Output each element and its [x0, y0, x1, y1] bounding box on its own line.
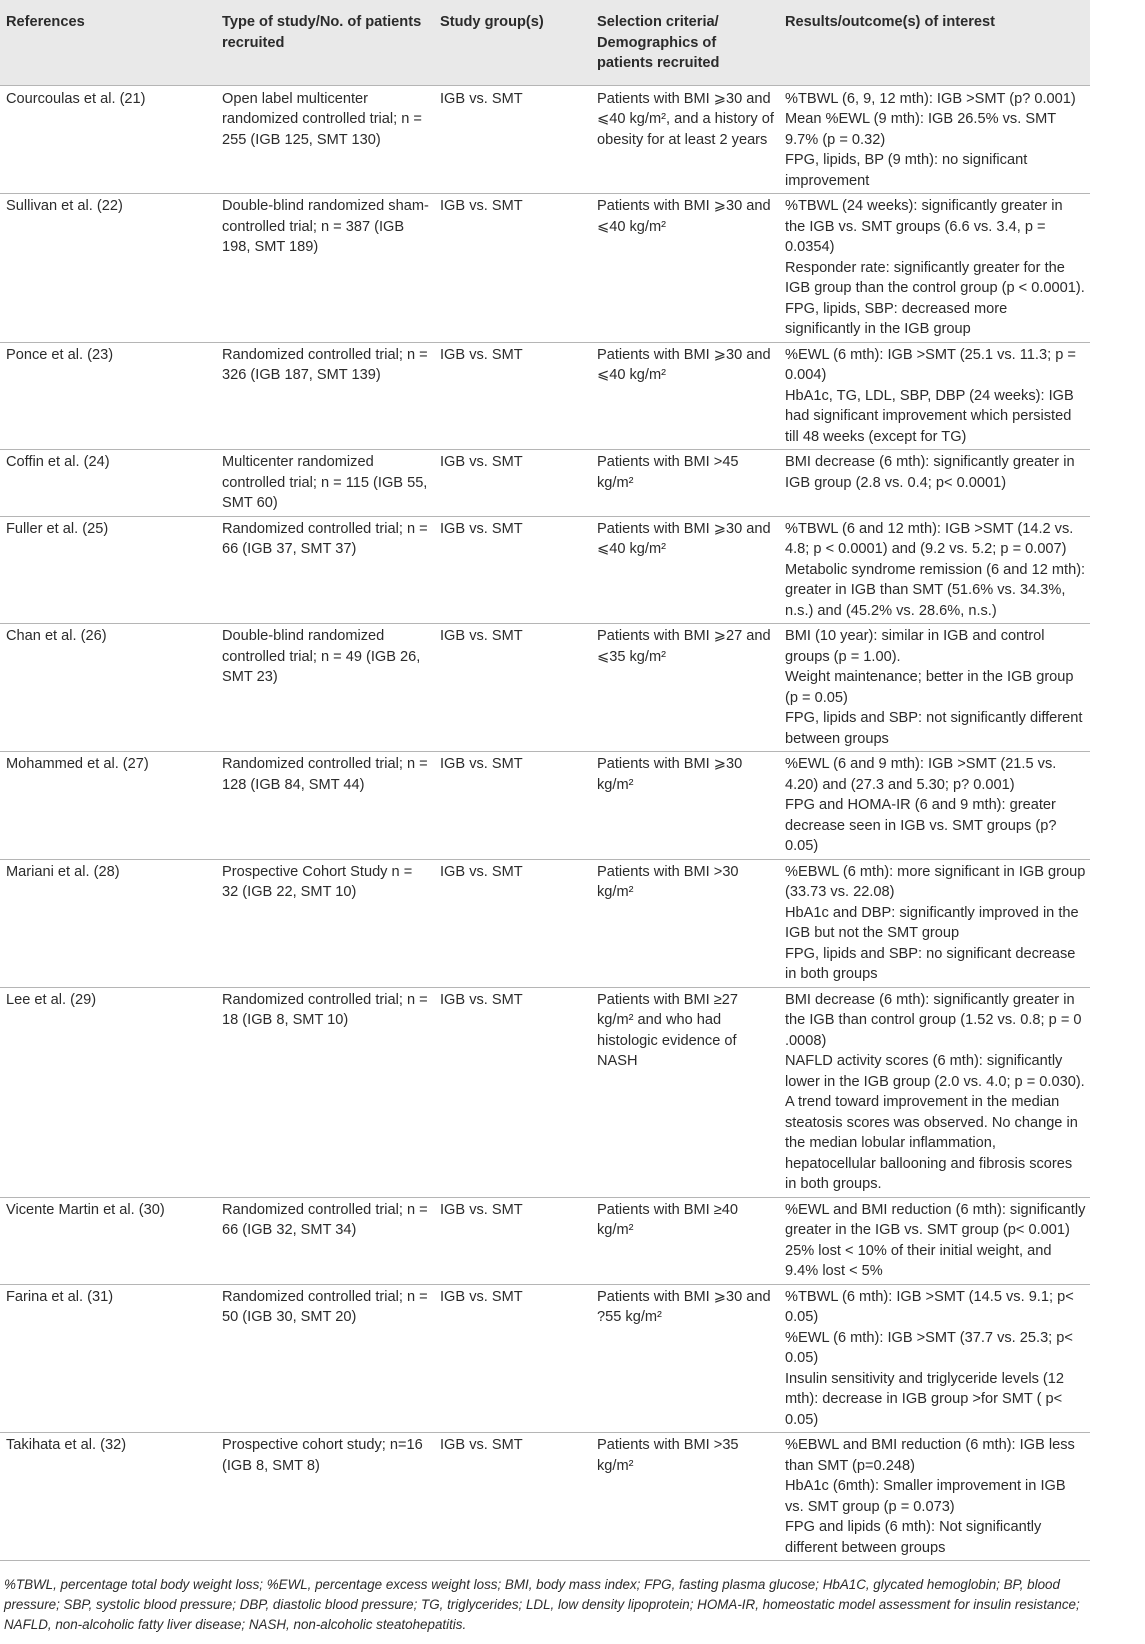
- selection-criteria-cell: Patients with BMI ⩾30 and ⩽40 kg/m²: [591, 194, 779, 343]
- results-cell: [779, 450, 1090, 517]
- table-row: [0, 85, 1090, 194]
- result-line: FPG, lipids, BP (9 mth): no significant improvement: [785, 152, 1028, 189]
- result-line: HbA1c (6mth): Smaller improvement in IGB vs. SMT group (p = 0.073): [785, 1478, 1066, 1515]
- result-line: Weight maintenance; better in the IGB group (p = 0.05): [785, 669, 1074, 706]
- result-line: FPG and lipids (6 mth): Not significantly different between groups: [785, 1519, 1042, 1556]
- table-row: [0, 194, 1090, 343]
- results-cell: [779, 1284, 1090, 1433]
- header-study-groups: Study group(s): [434, 0, 591, 85]
- table-row: [0, 859, 1090, 987]
- result-line: NAFLD activity scores (6 mth): significantly lower in the IGB group (2.0 vs. 4.0; p = 0.030).: [785, 1053, 1085, 1090]
- study-type-cell: Prospective cohort study; n=16 (IGB 8, SMT 8): [216, 1433, 434, 1561]
- table-header: [0, 0, 1090, 85]
- results-cell: [779, 859, 1090, 987]
- table-footnote: [0, 1560, 1090, 1635]
- result-line: %TBWL (24 weeks): significantly greater in the IGB vs. SMT groups (6.6 vs. 3.4, p = 0.0354): [785, 198, 1063, 255]
- results-cell: [779, 1433, 1090, 1561]
- study-type-cell: Randomized controlled trial; n = 18 (IGB 8, SMT 10): [216, 987, 434, 1197]
- table-row: [0, 624, 1090, 752]
- result-line: Metabolic syndrome remission (6 and 12 mth): greater in IGB than SMT (51.6% vs. 34.3%, n.s.) and (45.2% vs. 28.6%, n.s.): [785, 561, 1086, 619]
- result-line: %TBWL (6 mth): IGB >SMT (14.5 vs. 9.1; p< 0.05): [785, 1288, 1074, 1325]
- table-row: [0, 1284, 1090, 1433]
- result-line: %EWL and BMI reduction (6 mth): significantly greater in the IGB vs. SMT group (p< 0.001): [785, 1201, 1086, 1238]
- study-type-cell: Randomized controlled trial; n = 66 (IGB 37, SMT 37): [216, 516, 434, 624]
- study-type-cell: Multicenter randomized controlled trial; n = 115 (IGB 55, SMT 60): [216, 450, 434, 517]
- result-line: BMI decrease (6 mth): significantly greater in the IGB than control group (1.52 vs. 0.8; p = 0 .0008): [785, 991, 1082, 1049]
- selection-criteria-cell: Patients with BMI >45 kg/m²: [591, 450, 779, 517]
- study-group-cell: IGB vs. SMT: [434, 752, 591, 860]
- results-cell: [779, 987, 1090, 1197]
- result-line: HbA1c, TG, LDL, SBP, DBP (24 weeks): IGB had significant improvement which persisted till 48 weeks (except for TG): [785, 387, 1074, 445]
- reference-cell: Lee et al. (29): [0, 987, 216, 1197]
- result-line: %EWL (6 mth): IGB >SMT (25.1 vs. 11.3; p = 0.004): [785, 346, 1076, 383]
- result-line: A trend toward improvement in the median steatosis scores was observed. No change in the median lobular inflammation, hepatocellular ballooning and fibrosis scores in both groups.: [785, 1094, 1078, 1192]
- result-line: %TBWL (6 and 12 mth): IGB >SMT (14.2 vs. 4.8; p < 0.0001) and (9.2 vs. 5.2; p = 0.007): [785, 520, 1074, 557]
- table-row: [0, 516, 1090, 624]
- result-line: Responder rate: significantly greater for the IGB group than the control group (p < 0.0001).: [785, 259, 1085, 296]
- table-body: [0, 85, 1090, 1561]
- reference-cell: Coffin et al. (24): [0, 450, 216, 517]
- table-row: [0, 342, 1090, 450]
- study-group-cell: IGB vs. SMT: [434, 1433, 591, 1561]
- result-line: BMI decrease (6 mth): significantly greater in IGB group (2.8 vs. 0.4; p< 0.0001): [785, 454, 1075, 491]
- study-type-cell: Randomized controlled trial; n = 50 (IGB 30, SMT 20): [216, 1284, 434, 1433]
- study-group-cell: IGB vs. SMT: [434, 516, 591, 624]
- result-line: FPG, lipids and SBP: no significant decrease in both groups: [785, 945, 1076, 982]
- header-study-type: Type of study/No. of patients recruited: [216, 0, 434, 85]
- result-line: FPG and HOMA-IR (6 and 9 mth): greater decrease seen in IGB vs. SMT groups (p? 0.05): [785, 797, 1057, 854]
- footnote-text: %TBWL, percentage total body weight loss; %EWL, percentage excess weight loss; BMI, body mass index; FPG, fasting plasma glucose; HbA1C, glycated hemoglobin; BP, blood pressure; SBP, systolic blood pressure; DBP, diastolic blood pressure; TG, triglycerides; LDL, low density lipoprotein; HOMA-IR, homeostatic model assessment for insulin resistance; NAFLD, non-alcoholic fatty liver disease; NASH, non-alcoholic steatohepatitis.: [4, 1577, 1080, 1632]
- selection-criteria-cell: Patients with BMI ⩾30 and ⩽40 kg/m²: [591, 342, 779, 450]
- result-line: FPG, lipids, SBP: decreased more significantly in the IGB group: [785, 300, 1008, 337]
- table-row: [0, 450, 1090, 517]
- study-type-cell: Double-blind randomized sham-controlled trial; n = 387 (IGB 198, SMT 189): [216, 194, 434, 343]
- study-type-cell: Randomized controlled trial; n = 128 (IGB 84, SMT 44): [216, 752, 434, 860]
- result-line: BMI (10 year): similar in IGB and control groups (p = 1.00).: [785, 628, 1045, 665]
- table-row: [0, 987, 1090, 1197]
- study-group-cell: IGB vs. SMT: [434, 624, 591, 752]
- study-group-cell: IGB vs. SMT: [434, 342, 591, 450]
- study-group-cell: IGB vs. SMT: [434, 1284, 591, 1433]
- results-cell: [779, 624, 1090, 752]
- result-line: FPG, lipids and SBP: not significantly different between groups: [785, 710, 1083, 747]
- study-group-cell: IGB vs. SMT: [434, 194, 591, 343]
- result-line: HbA1c and DBP: significantly improved in the IGB but not the SMT group: [785, 904, 1079, 941]
- table-row: [0, 1197, 1090, 1284]
- selection-criteria-cell: Patients with BMI ⩾30 and ⩽40 kg/m², and a history of obesity for at least 2 years: [591, 85, 779, 194]
- reference-cell: Farina et al. (31): [0, 1284, 216, 1433]
- selection-criteria-cell: Patients with BMI ⩾30 and ?55 kg/m²: [591, 1284, 779, 1433]
- table-row: [0, 1433, 1090, 1561]
- selection-criteria-cell: Patients with BMI >30 kg/m²: [591, 859, 779, 987]
- reference-cell: Mohammed et al. (27): [0, 752, 216, 860]
- study-type-cell: Double-blind randomized controlled trial; n = 49 (IGB 26, SMT 23): [216, 624, 434, 752]
- result-line: %EBWL and BMI reduction (6 mth): IGB less than SMT (p=0.248): [785, 1437, 1075, 1474]
- results-cell: [779, 342, 1090, 450]
- reference-cell: Vicente Martin et al. (30): [0, 1197, 216, 1284]
- study-group-cell: IGB vs. SMT: [434, 859, 591, 987]
- study-type-cell: Open label multicenter randomized controlled trial; n = 255 (IGB 125, SMT 130): [216, 85, 434, 194]
- result-line: Mean %EWL (9 mth): IGB 26.5% vs. SMT 9.7% (p = 0.32): [785, 111, 1056, 148]
- header-row: [0, 0, 1090, 85]
- reference-cell: Takihata et al. (32): [0, 1433, 216, 1561]
- result-line: %EWL (6 mth): IGB >SMT (37.7 vs. 25.3; p< 0.05): [785, 1329, 1073, 1366]
- table-row: [0, 752, 1090, 860]
- study-type-cell: Randomized controlled trial; n = 326 (IGB 187, SMT 139): [216, 342, 434, 450]
- selection-criteria-cell: Patients with BMI >35 kg/m²: [591, 1433, 779, 1561]
- reference-cell: Chan et al. (26): [0, 624, 216, 752]
- reference-cell: Sullivan et al. (22): [0, 194, 216, 343]
- header-references: References: [0, 0, 216, 85]
- study-group-cell: IGB vs. SMT: [434, 1197, 591, 1284]
- selection-criteria-cell: Patients with BMI ⩾27 and ⩽35 kg/m²: [591, 624, 779, 752]
- selection-criteria-cell: Patients with BMI ⩾30 kg/m²: [591, 752, 779, 860]
- selection-criteria-cell: Patients with BMI ≥40 kg/m²: [591, 1197, 779, 1284]
- study-group-cell: IGB vs. SMT: [434, 987, 591, 1197]
- header-results: Results/outcome(s) of interest: [779, 0, 1090, 85]
- results-cell: [779, 752, 1090, 860]
- results-cell: [779, 194, 1090, 343]
- results-cell: [779, 516, 1090, 624]
- study-group-cell: IGB vs. SMT: [434, 450, 591, 517]
- result-line: Insulin sensitivity and triglyceride levels (12 mth): decrease in IGB group >for SMT ( p< 0.05): [785, 1370, 1065, 1428]
- result-line: 25% lost < 10% of their initial weight, and 9.4% lost < 5%: [785, 1242, 1052, 1279]
- result-line: %EWL (6 and 9 mth): IGB >SMT (21.5 vs. 4.20) and (27.3 and 5.30; p? 0.001): [785, 756, 1057, 793]
- study-type-cell: Randomized controlled trial; n = 66 (IGB 32, SMT 34): [216, 1197, 434, 1284]
- reference-cell: Ponce et al. (23): [0, 342, 216, 450]
- selection-criteria-cell: Patients with BMI ⩾30 and ⩽40 kg/m²: [591, 516, 779, 624]
- results-cell: [779, 85, 1090, 194]
- selection-criteria-cell: Patients with BMI ≥27 kg/m² and who had histologic evidence of NASH: [591, 987, 779, 1197]
- reference-cell: Mariani et al. (28): [0, 859, 216, 987]
- result-line: %EBWL (6 mth): more significant in IGB group (33.73 vs. 22.08): [785, 863, 1086, 900]
- study-type-cell: Prospective Cohort Study n = 32 (IGB 22, SMT 10): [216, 859, 434, 987]
- result-line: %TBWL (6, 9, 12 mth): IGB >SMT (p? 0.001): [785, 90, 1076, 107]
- header-selection-criteria: Selection criteria/ Demographics of patients recruited: [591, 0, 779, 85]
- reference-cell: Fuller et al. (25): [0, 516, 216, 624]
- reference-cell: Courcoulas et al. (21): [0, 85, 216, 194]
- study-group-cell: IGB vs. SMT: [434, 85, 591, 194]
- results-cell: [779, 1197, 1090, 1284]
